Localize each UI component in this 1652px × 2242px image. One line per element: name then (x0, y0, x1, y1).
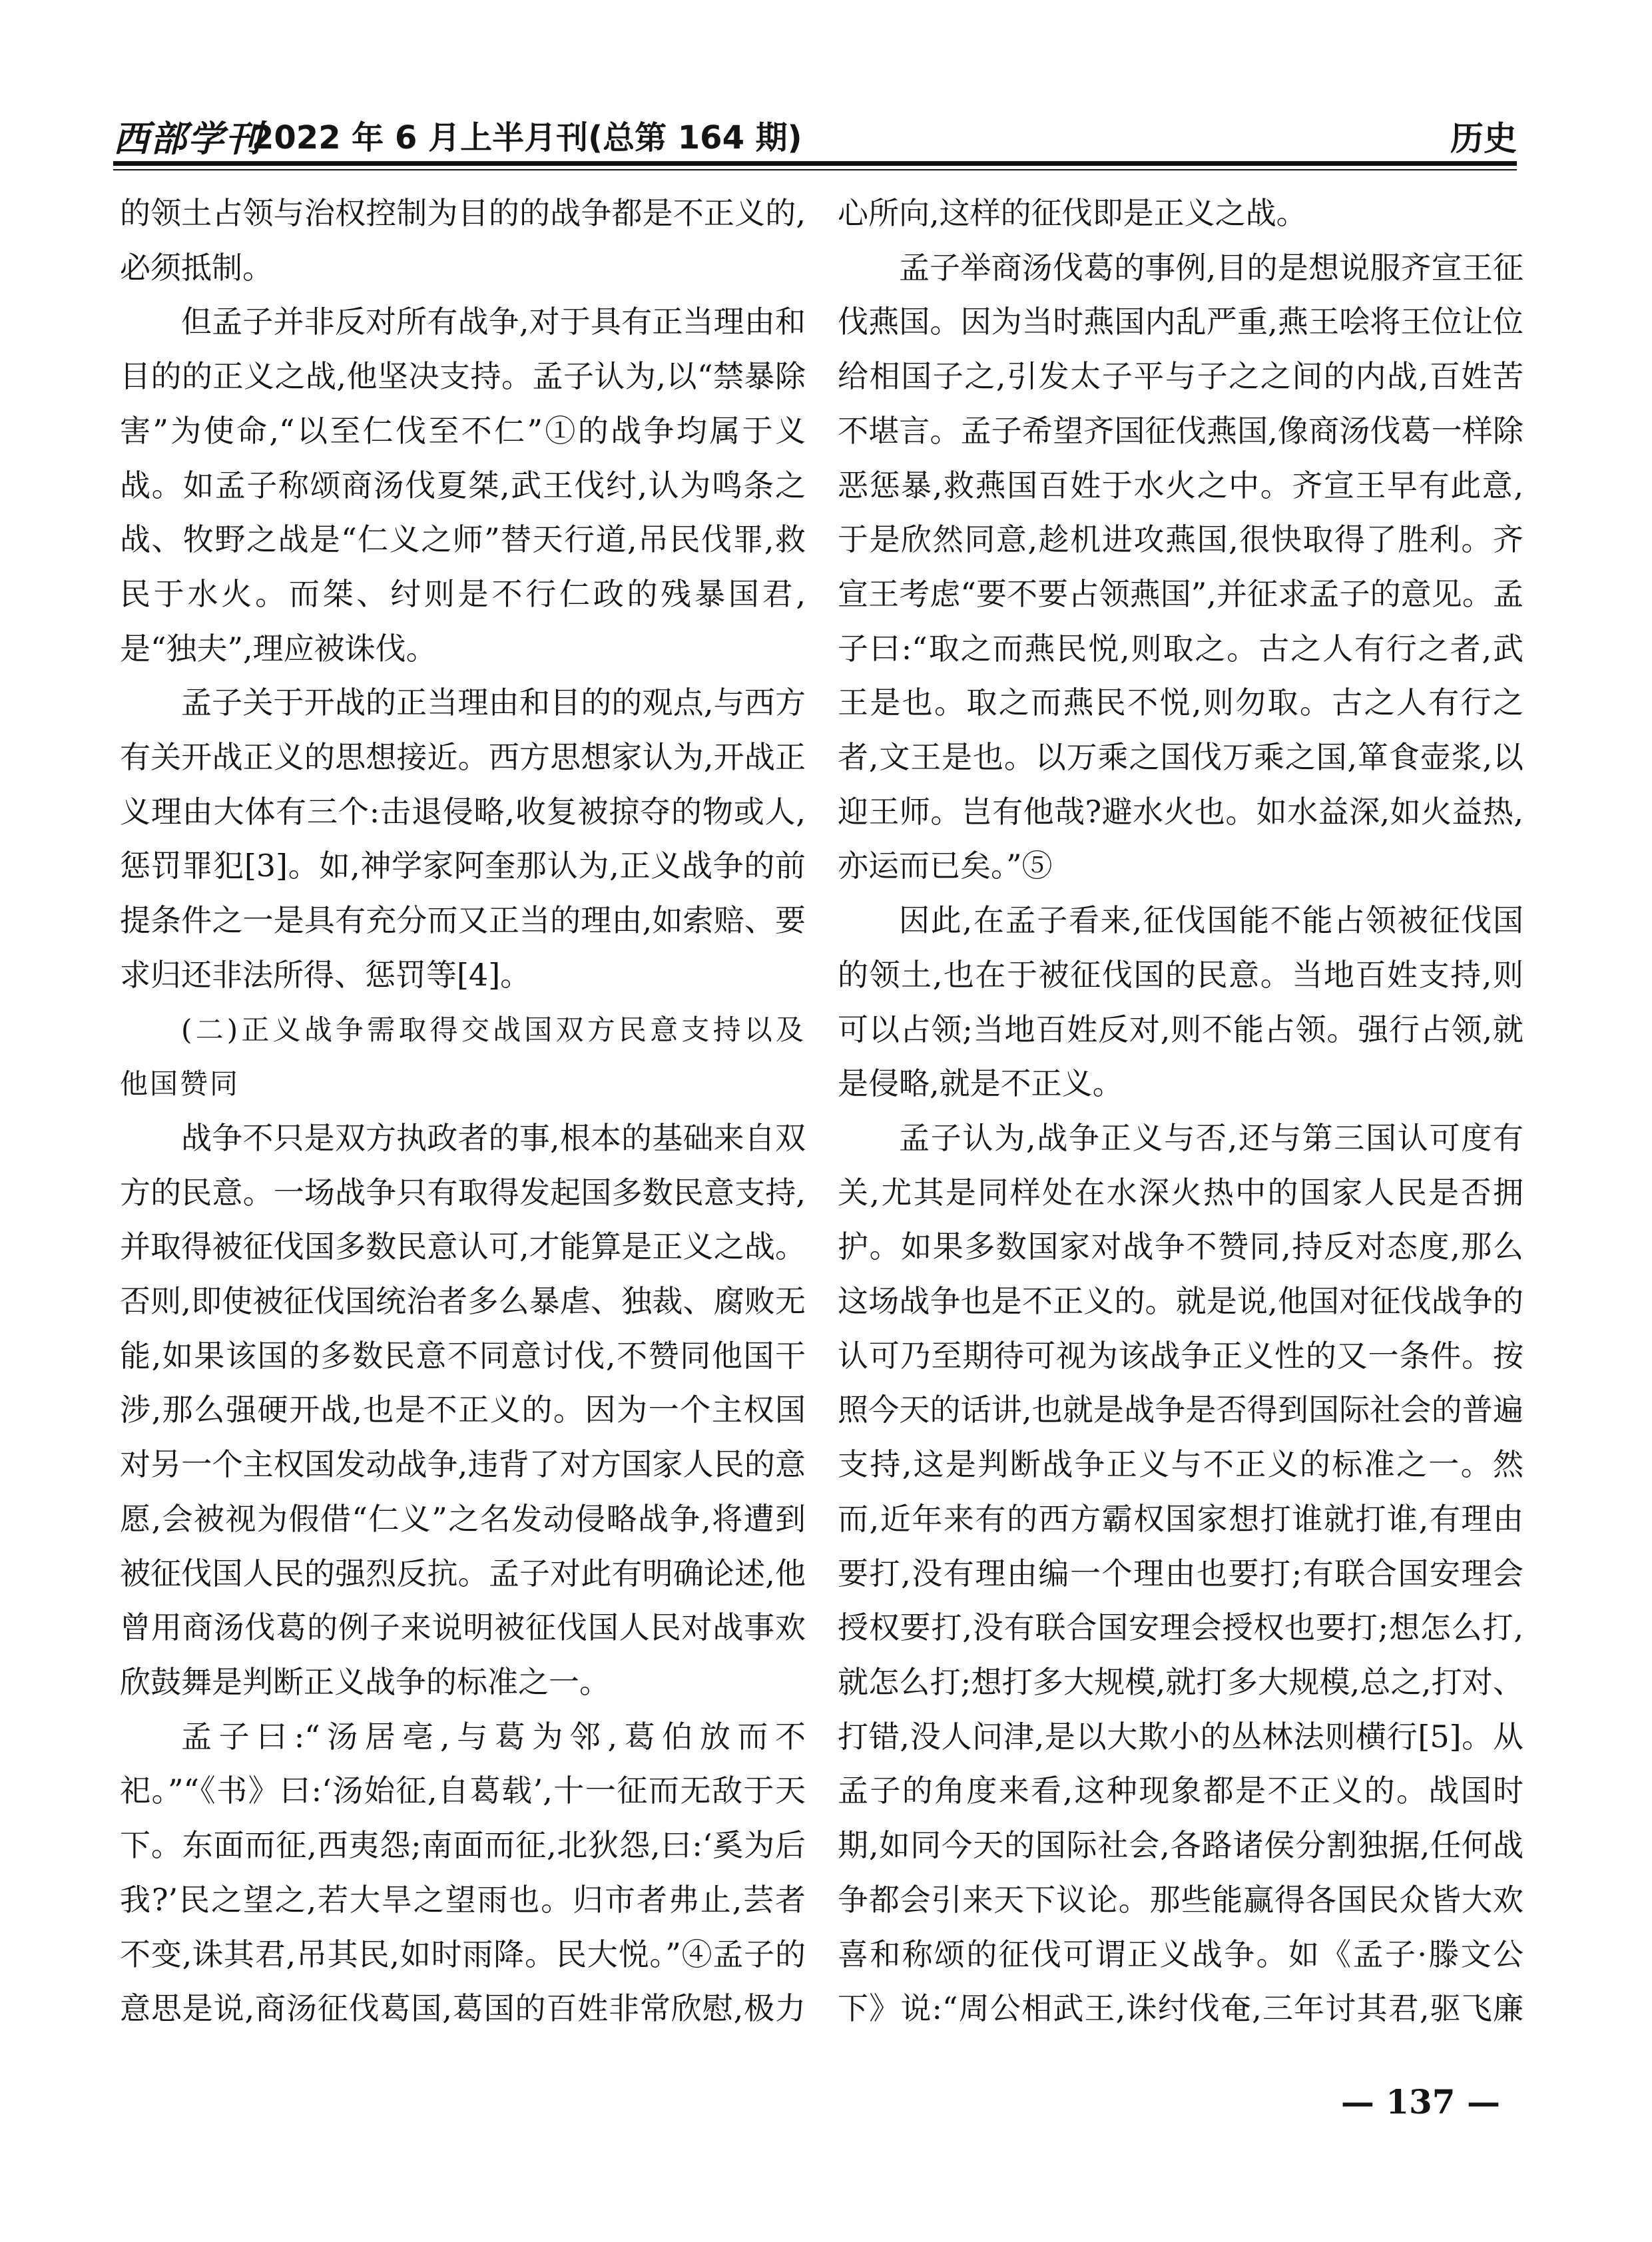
paragraph: 心所向,这样的征伐即是正义之战。 (838, 195, 1307, 231)
paragraph: 孟子举商汤伐葛的事例,目的是想说服齐宣王征伐燕国。因为当时燕国内乱严重,燕王哙将王位让位给相国子之,引发太子平与子之之间的内战,百姓苦不堪言。孟子希望齐国征伐燕国,像商汤伐葛一样除恶惩暴,救燕国百姓于水火之中。齐宣王早有此意,于是欣然同意,趁机进攻燕国,很快取得了胜利。齐宣王考虑“要不要占领燕国”,并征求孟子的意见。孟子曰:“取之而燕民悦,则取之。古之人有行之者,武王是也。取之而燕民不悦,则勿取。古之人有行之者,文王是也。以万乘之国伐万乘之国,箪食壶浆,以迎王师。岂有他哉?避水火也。如水益深,如火益热,亦运而已矣。”⑤ (838, 249, 1523, 884)
paragraph: 孟子曰:“汤居亳,与葛为邻,葛伯放而不祀。”“《书》曰:‘汤始征,自葛载’,十一征而无敌于天下。东面而征,西夷怨;南面而征,北狄怨,曰:‘奚为后我?’民之望之,若大旱之望雨也。归市者弗止,芸者不变,诛其君,吊其民,如时雨降。民大悦。”④孟子的意思是说,商汤征伐葛国,葛国的百姓非常欣慰,极力 (120, 1718, 806, 2027)
issue-info: 2022 年 6 月上半月刊(总第 164 期) (252, 119, 802, 156)
journal-logo: 西部学刊 (113, 117, 262, 160)
paragraph: 但孟子并非反对所有战争,对于具有正当理由和目的的正义之战,他坚决支持。孟子认为,以“禁暴除害”为使命,“以至仁伐至不仁”①的战争均属于义战。如孟子称颂商汤伐夏桀,武王伐纣,认为鸣条之战、牧野之战是“仁义之师”替天行道,吊民伐罪,救民于水火。而桀、纣则是不行仁政的残暴国君,是“独夫”,理应被诛伐。 (120, 304, 806, 667)
left-column (120, 186, 806, 2044)
paragraph: 战争不只是双方执政者的事,根本的基础来自双方的民意。一场战争只有取得发起国多数民意支持,并取得被征伐国多数民意认可,才能算是正义之战。否则,即使被征伐国统治者多么暴虐、独裁、腐败无能,如果该国的多数民意不同意讨伐,不赞同他国干涉,那么强硬开战,也是不正义的。因为一个主权国对另一个主权国发动战争,违背了对方国家人民的意愿,会被视为假借“仁义”之名发动侵略战争,将遭到被征伐国人民的强烈反抗。孟子对此有明确论述,他曾用商汤伐葛的例子来说明被征伐国人民对战事欢欣鼓舞是判断正义战争的标准之一。 (120, 1119, 806, 1700)
paragraph: 孟子关于开战的正当理由和目的的观点,与西方有关开战正义的思想接近。西方思想家认为,开战正义理由大体有三个:击退侵略,收复被掠夺的物或人,惩罚罪犯[3]。如,神学家阿奎那认为,正义战争的前提条件之一是具有充分而又正当的理由,如索赔、要求归还非法所得、惩罚等[4]。 (120, 685, 806, 993)
right-column (838, 186, 1523, 2044)
running-header (113, 108, 1517, 158)
page-number: — 137 — (1340, 2082, 1500, 2121)
header-rule-thin (113, 169, 1517, 170)
section-label: 历史 (1450, 119, 1517, 158)
header-rule-thick (113, 161, 1517, 166)
paragraph: 的领土占领与治权控制为目的的战争都是不正义的,必须抵制。 (120, 195, 806, 286)
section-subheading: (二)正义战争需取得交战国双方民意支持以及他国赞同 (120, 1013, 806, 1101)
paragraph: 孟子认为,战争正义与否,还与第三国认可度有关,尤其是同样处在水深火热中的国家人民是否拥护。如果多数国家对战争不赞同,持反对态度,那么这场战争也是不正义的。就是说,他国对征伐战争的认可乃至期待可视为该战争正义性的又一条件。按照今天的话讲,也就是战争是否得到国际社会的普遍支持,这是判断战争正义与不正义的标准之一。然而,近年来有的西方霸权国家想打谁就打谁,有理由要打,没有理由编一个理由也要打;有联合国安理会授权要打,没有联合国安理会授权也要打;想怎么打,就怎么打;想打多大规模,就打多大规模,总之,打对、打错,没人问津,是以大欺小的丛林法则横行[5]。从孟子的角度来看,这种现象都是不正义的。战国时期,如同今天的国际社会,各路诸侯分割独据,任何战争都会引来天下议论。那些能赢得各国民众皆大欢喜和称颂的征伐可谓正义战争。如《孟子·滕文公下》说:“周公相武王,诛纣伐奄,三年讨其君,驱飞廉 (838, 1119, 1523, 2027)
paragraph: 因此,在孟子看来,征伐国能不能占领被征伐国的领土,也在于被征伐国的民意。当地百姓支持,则可以占领;当地百姓反对,则不能占领。强行占领,就是侵略,就是不正义。 (838, 902, 1523, 1102)
